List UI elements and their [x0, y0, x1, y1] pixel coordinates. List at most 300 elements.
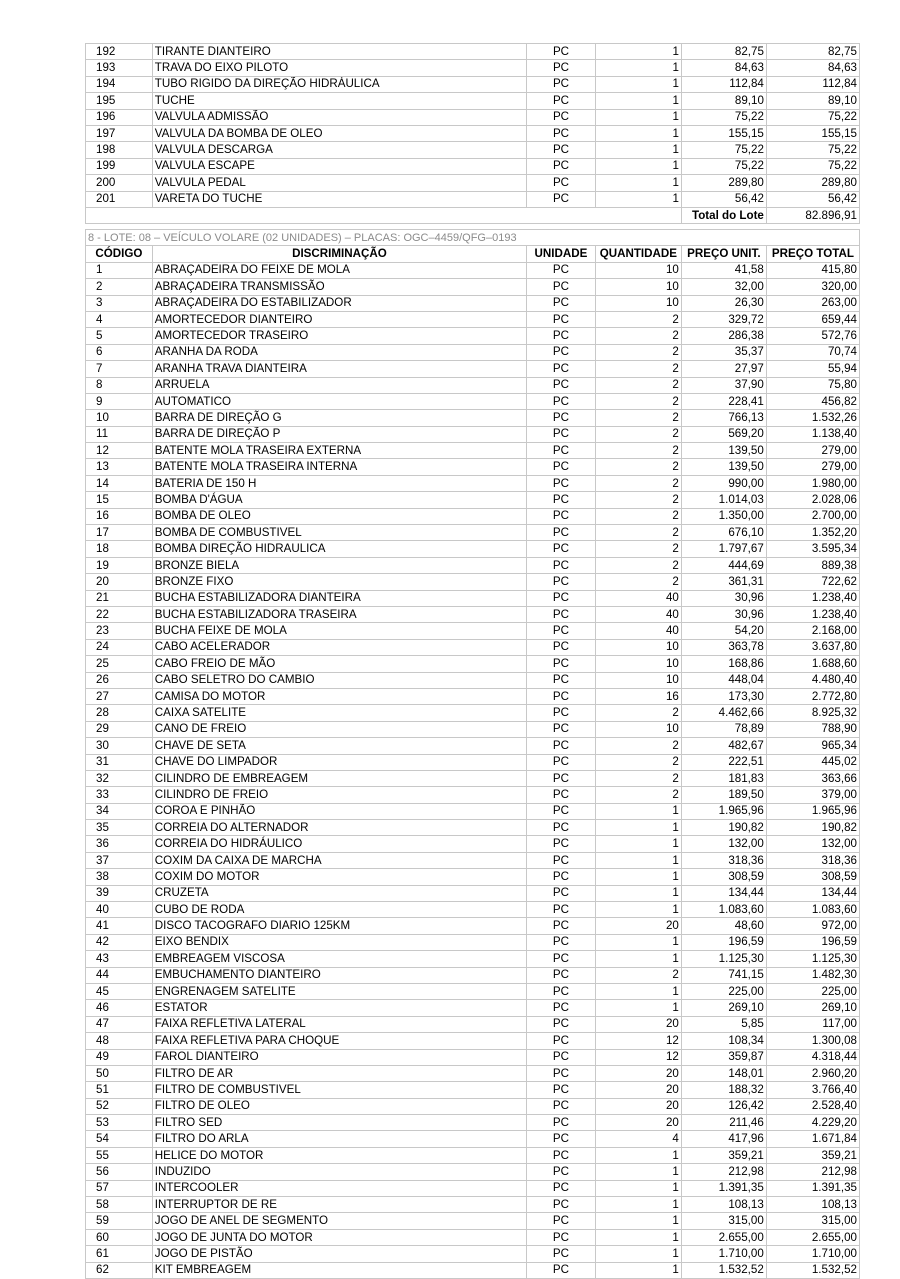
item-code: 20 [86, 574, 153, 590]
item-description: CHAVE DO LIMPADOR [152, 754, 526, 770]
item-quantity: 40 [595, 590, 681, 606]
item-code: 15 [86, 492, 153, 508]
item-quantity: 2 [595, 377, 681, 393]
item-description: BUCHA FEIXE DE MOLA [152, 623, 526, 639]
item-unit-price: 2.655,00 [681, 1229, 766, 1245]
item-total-price: 722,62 [766, 574, 859, 590]
item-unit-price: 27,97 [681, 361, 766, 377]
table-row [86, 158, 860, 174]
item-quantity: 1 [595, 1000, 681, 1016]
item-quantity: 1 [595, 1164, 681, 1180]
item-unit: PC [527, 426, 596, 442]
item-unit: PC [527, 344, 596, 360]
item-description: COROA E PINHÃO [152, 803, 526, 819]
table-row [86, 820, 860, 836]
item-code: 197 [86, 125, 153, 141]
item-code: 192 [86, 44, 153, 60]
item-total-price: 965,34 [766, 738, 859, 754]
item-description: ESTATOR [152, 1000, 526, 1016]
item-total-price: 3.595,34 [766, 541, 859, 557]
table-row [86, 1049, 860, 1065]
item-quantity: 20 [595, 1016, 681, 1032]
item-code: 46 [86, 1000, 153, 1016]
table-row [86, 967, 860, 983]
item-description: ENGRENAGEM SATELITE [152, 983, 526, 999]
item-description: CABO ACELERADOR [152, 639, 526, 655]
item-quantity: 10 [595, 672, 681, 688]
item-description: FILTRO SED [152, 1115, 526, 1131]
table-row [86, 623, 860, 639]
item-unit: PC [527, 475, 596, 491]
item-code: 38 [86, 869, 153, 885]
item-code: 29 [86, 721, 153, 737]
item-unit: PC [527, 1229, 596, 1245]
item-unit-price: 37,90 [681, 377, 766, 393]
item-code: 53 [86, 1115, 153, 1131]
item-code: 39 [86, 885, 153, 901]
item-description: EMBUCHAMENTO DIANTEIRO [152, 967, 526, 983]
item-unit: PC [527, 590, 596, 606]
table-row [86, 590, 860, 606]
item-description: BUCHA ESTABILIZADORA DIANTEIRA [152, 590, 526, 606]
item-quantity: 1 [595, 1147, 681, 1163]
item-unit: PC [527, 820, 596, 836]
item-unit-price: 1.014,03 [681, 492, 766, 508]
item-code: 32 [86, 770, 153, 786]
item-code: 57 [86, 1180, 153, 1196]
item-description: CUBO DE RODA [152, 902, 526, 918]
item-unit: PC [527, 688, 596, 704]
item-quantity: 1 [595, 836, 681, 852]
item-unit-price: 189,50 [681, 787, 766, 803]
item-unit: PC [527, 721, 596, 737]
item-code: 22 [86, 606, 153, 622]
item-code: 47 [86, 1016, 153, 1032]
item-quantity: 1 [595, 93, 681, 109]
table-row [86, 262, 860, 278]
table-row [86, 1082, 860, 1098]
table-row [86, 1065, 860, 1081]
table-row [86, 672, 860, 688]
item-total-price: 1.125,30 [766, 951, 859, 967]
item-unit: PC [527, 1049, 596, 1065]
item-unit-price: 134,44 [681, 885, 766, 901]
table-row [86, 639, 860, 655]
item-unit-price: 54,20 [681, 623, 766, 639]
item-total-price: 2.960,20 [766, 1065, 859, 1081]
item-code: 41 [86, 918, 153, 934]
item-total-price: 1.710,00 [766, 1246, 859, 1262]
item-total-price: 132,00 [766, 836, 859, 852]
table-row [86, 705, 860, 721]
item-total-price: 308,59 [766, 869, 859, 885]
item-quantity: 1 [595, 175, 681, 191]
item-code: 40 [86, 902, 153, 918]
header-unit: UNIDADE [527, 246, 596, 262]
item-unit: PC [527, 410, 596, 426]
item-unit-price: 269,10 [681, 1000, 766, 1016]
item-unit-price: 75,22 [681, 109, 766, 125]
item-unit-price: 56,42 [681, 191, 766, 207]
item-unit: PC [527, 393, 596, 409]
item-description: CILINDRO DE EMBREAGEM [152, 770, 526, 786]
item-quantity: 1 [595, 109, 681, 125]
item-unit-price: 190,82 [681, 820, 766, 836]
item-unit-price: 78,89 [681, 721, 766, 737]
item-quantity: 10 [595, 295, 681, 311]
item-quantity: 2 [595, 574, 681, 590]
item-description: BOMBA DE COMBUSTIVEL [152, 525, 526, 541]
item-unit: PC [527, 361, 596, 377]
item-unit-price: 741,15 [681, 967, 766, 983]
item-unit-price: 1.965,96 [681, 803, 766, 819]
item-description: AUTOMATICO [152, 393, 526, 409]
item-total-price: 889,38 [766, 557, 859, 573]
item-unit: PC [527, 1197, 596, 1213]
item-unit-price: 315,00 [681, 1213, 766, 1229]
item-quantity: 2 [595, 787, 681, 803]
item-unit: PC [527, 967, 596, 983]
item-unit: PC [527, 459, 596, 475]
item-description: BRONZE BIELA [152, 557, 526, 573]
item-description: COXIM DO MOTOR [152, 869, 526, 885]
table-row [86, 295, 860, 311]
item-unit: PC [527, 606, 596, 622]
item-unit: PC [527, 1098, 596, 1114]
item-quantity: 1 [595, 125, 681, 141]
header-quantity: QUANTIDADE [595, 246, 681, 262]
item-unit: PC [527, 93, 596, 109]
item-unit-price: 82,75 [681, 44, 766, 60]
item-description: FAIXA REFLETIVA LATERAL [152, 1016, 526, 1032]
item-unit: PC [527, 295, 596, 311]
item-quantity: 2 [595, 475, 681, 491]
item-description: ARANHA DA RODA [152, 344, 526, 360]
item-description: INTERCOOLER [152, 1180, 526, 1196]
item-unit-price: 148,01 [681, 1065, 766, 1081]
item-description: FILTRO DO ARLA [152, 1131, 526, 1147]
item-total-price: 56,42 [766, 191, 859, 207]
item-code: 8 [86, 377, 153, 393]
item-unit: PC [527, 705, 596, 721]
item-unit: PC [527, 541, 596, 557]
item-unit: PC [527, 738, 596, 754]
item-code: 48 [86, 1033, 153, 1049]
item-quantity: 20 [595, 1115, 681, 1131]
table-row [86, 279, 860, 295]
item-unit: PC [527, 44, 596, 60]
item-quantity: 2 [595, 393, 681, 409]
table-row [86, 1197, 860, 1213]
item-description: AMORTECEDOR DIANTEIRO [152, 311, 526, 327]
item-quantity: 1 [595, 1180, 681, 1196]
item-description: ABRAÇADEIRA TRANSMISSÃO [152, 279, 526, 295]
item-code: 11 [86, 426, 153, 442]
item-code: 49 [86, 1049, 153, 1065]
item-unit-price: 41,58 [681, 262, 766, 278]
item-total-price: 572,76 [766, 328, 859, 344]
table-row [86, 902, 860, 918]
item-quantity: 2 [595, 541, 681, 557]
item-description: AMORTECEDOR TRASEIRO [152, 328, 526, 344]
item-unit: PC [527, 175, 596, 191]
item-description: CANO DE FREIO [152, 721, 526, 737]
item-quantity: 40 [595, 623, 681, 639]
item-unit-price: 5,85 [681, 1016, 766, 1032]
item-quantity: 2 [595, 770, 681, 786]
item-unit: PC [527, 125, 596, 141]
item-total-price: 196,59 [766, 934, 859, 950]
item-quantity: 2 [595, 705, 681, 721]
item-total-price: 379,00 [766, 787, 859, 803]
table-row [86, 377, 860, 393]
header-code: CÓDIGO [86, 246, 153, 262]
item-unit-price: 188,32 [681, 1082, 766, 1098]
item-unit: PC [527, 869, 596, 885]
item-unit-price: 569,20 [681, 426, 766, 442]
table-row [86, 175, 860, 191]
item-total-price: 117,00 [766, 1016, 859, 1032]
item-quantity: 10 [595, 656, 681, 672]
table-row [86, 1164, 860, 1180]
item-unit: PC [527, 803, 596, 819]
table-row [86, 656, 860, 672]
table-row [86, 393, 860, 409]
item-unit: PC [527, 191, 596, 207]
item-quantity: 2 [595, 344, 681, 360]
item-quantity: 2 [595, 459, 681, 475]
item-unit-price: 359,87 [681, 1049, 766, 1065]
item-code: 31 [86, 754, 153, 770]
item-unit: PC [527, 377, 596, 393]
lot-total-value: 82.896,91 [766, 207, 859, 223]
item-code: 9 [86, 393, 153, 409]
item-unit-price: 181,83 [681, 770, 766, 786]
table-row [86, 606, 860, 622]
item-total-price: 456,82 [766, 393, 859, 409]
item-code: 58 [86, 1197, 153, 1213]
item-quantity: 2 [595, 557, 681, 573]
item-quantity: 12 [595, 1049, 681, 1065]
item-description: BUCHA ESTABILIZADORA TRASEIRA [152, 606, 526, 622]
item-total-price: 1.532,52 [766, 1262, 859, 1278]
item-code: 54 [86, 1131, 153, 1147]
item-description: BATENTE MOLA TRASEIRA INTERNA [152, 459, 526, 475]
item-total-price: 279,00 [766, 459, 859, 475]
item-description: ABRAÇADEIRA DO FEIXE DE MOLA [152, 262, 526, 278]
item-unit-price: 32,00 [681, 279, 766, 295]
item-unit-price: 4.462,66 [681, 705, 766, 721]
item-description: BOMBA DE OLEO [152, 508, 526, 524]
item-unit: PC [527, 328, 596, 344]
item-total-price: 659,44 [766, 311, 859, 327]
item-description: TUBO RIGIDO DA DIREÇÃO HIDRÁULICA [152, 76, 526, 92]
item-total-price: 1.980,00 [766, 475, 859, 491]
item-unit: PC [527, 934, 596, 950]
item-description: CABO FREIO DE MÃO [152, 656, 526, 672]
item-code: 59 [86, 1213, 153, 1229]
item-code: 25 [86, 656, 153, 672]
item-unit-price: 417,96 [681, 1131, 766, 1147]
item-total-price: 1.083,60 [766, 902, 859, 918]
table-row [86, 1131, 860, 1147]
item-description: CRUZETA [152, 885, 526, 901]
item-quantity: 2 [595, 426, 681, 442]
item-description: BOMBA DIREÇÃO HIDRAULICA [152, 541, 526, 557]
item-unit: PC [527, 443, 596, 459]
item-total-price: 82,75 [766, 44, 859, 60]
item-unit-price: 448,04 [681, 672, 766, 688]
table-row [86, 1180, 860, 1196]
item-quantity: 2 [595, 311, 681, 327]
item-quantity: 10 [595, 279, 681, 295]
table-row [86, 574, 860, 590]
item-unit: PC [527, 1082, 596, 1098]
item-unit-price: 286,38 [681, 328, 766, 344]
item-code: 201 [86, 191, 153, 207]
item-quantity: 4 [595, 1131, 681, 1147]
item-description: BRONZE FIXO [152, 574, 526, 590]
item-code: 2 [86, 279, 153, 295]
item-unit-price: 75,22 [681, 158, 766, 174]
item-quantity: 1 [595, 885, 681, 901]
item-total-price: 75,22 [766, 142, 859, 158]
item-unit: PC [527, 672, 596, 688]
item-unit-price: 1.532,52 [681, 1262, 766, 1278]
item-description: HELICE DO MOTOR [152, 1147, 526, 1163]
item-unit: PC [527, 787, 596, 803]
table-row [86, 508, 860, 524]
item-description: EIXO BENDIX [152, 934, 526, 950]
item-unit-price: 676,10 [681, 525, 766, 541]
item-description: CILINDRO DE FREIO [152, 787, 526, 803]
item-unit: PC [527, 1164, 596, 1180]
table-row [86, 459, 860, 475]
item-total-price: 788,90 [766, 721, 859, 737]
table-row [86, 869, 860, 885]
item-code: 27 [86, 688, 153, 704]
item-unit: PC [527, 574, 596, 590]
table-row [86, 738, 860, 754]
item-code: 194 [86, 76, 153, 92]
item-unit-price: 48,60 [681, 918, 766, 934]
item-description: FILTRO DE OLEO [152, 1098, 526, 1114]
item-quantity: 1 [595, 44, 681, 60]
item-unit-price: 361,31 [681, 574, 766, 590]
table-row [86, 918, 860, 934]
item-description: TUCHE [152, 93, 526, 109]
item-quantity: 1 [595, 803, 681, 819]
item-unit-price: 289,80 [681, 175, 766, 191]
item-code: 193 [86, 60, 153, 76]
table-row [86, 688, 860, 704]
item-quantity: 2 [595, 492, 681, 508]
item-total-price: 3.766,40 [766, 1082, 859, 1098]
table-row [86, 557, 860, 573]
table-row [86, 410, 860, 426]
item-code: 3 [86, 295, 153, 311]
item-quantity: 2 [595, 443, 681, 459]
item-unit-price: 1.391,35 [681, 1180, 766, 1196]
item-description: CORREIA DO ALTERNADOR [152, 820, 526, 836]
item-unit-price: 318,36 [681, 852, 766, 868]
item-quantity: 1 [595, 60, 681, 76]
item-total-price: 1.965,96 [766, 803, 859, 819]
item-quantity: 20 [595, 918, 681, 934]
item-code: 17 [86, 525, 153, 541]
item-quantity: 1 [595, 1262, 681, 1278]
item-description: INTERRUPTOR DE RE [152, 1197, 526, 1213]
item-description: BARRA DE DIREÇÃO G [152, 410, 526, 426]
item-code: 196 [86, 109, 153, 125]
table-row [86, 76, 860, 92]
item-total-price: 1.238,40 [766, 606, 859, 622]
item-unit: PC [527, 60, 596, 76]
item-total-price: 1.482,30 [766, 967, 859, 983]
item-unit: PC [527, 1016, 596, 1032]
item-total-price: 320,00 [766, 279, 859, 295]
item-total-price: 8.925,32 [766, 705, 859, 721]
table-row [86, 770, 860, 786]
item-code: 43 [86, 951, 153, 967]
item-unit-price: 329,72 [681, 311, 766, 327]
item-quantity: 10 [595, 639, 681, 655]
item-total-price: 212,98 [766, 1164, 859, 1180]
item-code: 55 [86, 1147, 153, 1163]
item-unit-price: 35,37 [681, 344, 766, 360]
table-row [86, 885, 860, 901]
item-description: CORREIA DO HIDRÁULICO [152, 836, 526, 852]
item-description: BOMBA D'ÁGUA [152, 492, 526, 508]
item-code: 195 [86, 93, 153, 109]
item-unit: PC [527, 279, 596, 295]
item-total-price: 2.028,06 [766, 492, 859, 508]
item-total-price: 315,00 [766, 1213, 859, 1229]
item-quantity: 1 [595, 1246, 681, 1262]
table-row [86, 983, 860, 999]
lot-title: 8 - LOTE: 08 – VEÍCULO VOLARE (02 UNIDADES) – PLACAS: OGC–4459/QFG–0193 [86, 230, 860, 246]
item-quantity: 2 [595, 328, 681, 344]
item-total-price: 1.671,84 [766, 1131, 859, 1147]
item-quantity: 10 [595, 262, 681, 278]
item-code: 18 [86, 541, 153, 557]
item-quantity: 1 [595, 902, 681, 918]
item-unit: PC [527, 623, 596, 639]
table-row [86, 1213, 860, 1229]
item-description: VALVULA DESCARGA [152, 142, 526, 158]
item-unit-price: 308,59 [681, 869, 766, 885]
item-total-price: 155,15 [766, 125, 859, 141]
header-total-price: PREÇO TOTAL [766, 246, 859, 262]
item-total-price: 134,44 [766, 885, 859, 901]
item-description: JOGO DE JUNTA DO MOTOR [152, 1229, 526, 1245]
item-quantity: 1 [595, 983, 681, 999]
item-unit: PC [527, 76, 596, 92]
item-description: TIRANTE DIANTEIRO [152, 44, 526, 60]
item-total-price: 263,00 [766, 295, 859, 311]
item-code: 51 [86, 1082, 153, 1098]
header-description: DISCRIMINAÇÃO [152, 246, 526, 262]
item-code: 60 [86, 1229, 153, 1245]
lot-total-label: Total do Lote [681, 207, 766, 223]
item-unit: PC [527, 158, 596, 174]
item-total-price: 279,00 [766, 443, 859, 459]
table-row [86, 934, 860, 950]
item-unit: PC [527, 836, 596, 852]
item-code: 5 [86, 328, 153, 344]
item-unit-price: 990,00 [681, 475, 766, 491]
item-description: FILTRO DE COMBUSTIVEL [152, 1082, 526, 1098]
